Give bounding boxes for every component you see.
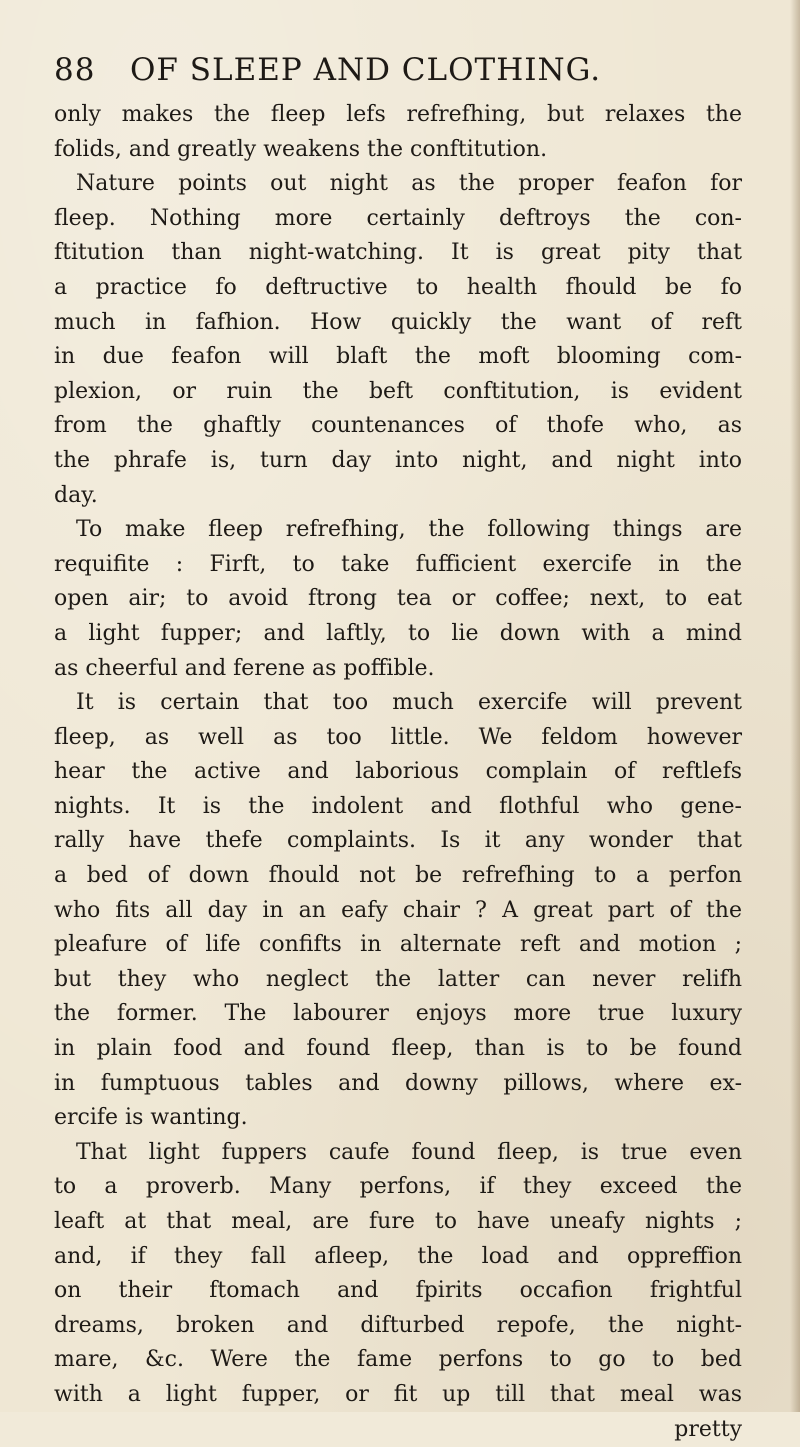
- text-line: fleep, as well as too little. We feldom however: [54, 724, 742, 750]
- text-line: Nature points out night as the proper feafon for: [76, 171, 742, 197]
- text-line: To make fleep refrefhing, the following things are: [76, 517, 742, 543]
- text-line: It is certain that too much exercife will prevent: [76, 690, 742, 716]
- catchword: pretty: [674, 1416, 742, 1442]
- text-line: in fumptuous tables and downy pillows, where ex-: [54, 1070, 742, 1096]
- text-line: on their ftomach and fpirits occafion frightful: [54, 1278, 742, 1304]
- text-line: leaft at that meal, are fure to have uneafy nights ;: [54, 1209, 742, 1234]
- text-line: who fits all day in an eafy chair ? A great part of the: [54, 897, 742, 923]
- text-line: ftitution than night-watching. It is great pity that: [54, 240, 742, 266]
- text-line: in due feafon will blaft the moft blooming com-: [54, 344, 742, 370]
- text-line: open air; to avoid ftrong tea or coffee; next, to eat: [54, 586, 742, 612]
- running-head: [54, 52, 740, 92]
- text-line: day.: [54, 482, 98, 508]
- text-line: and, if they fall afleep, the load and oppreffion: [54, 1243, 742, 1269]
- text-line: fleep. Nothing more certainly deftroys the con-: [54, 205, 742, 231]
- text-line: rally have thefe complaints. Is it any wonder that: [54, 828, 742, 854]
- running-title: OF SLEEP AND CLOTHING.: [130, 52, 602, 88]
- text-line: to a proverb. Many perfons, if they exceed the: [54, 1174, 742, 1200]
- page-edge-shadow: [790, 0, 800, 1412]
- text-line: a practice fo deftructive to health fhould be fo: [54, 274, 742, 300]
- text-body: [54, 98, 742, 1447]
- text-line: only makes the fleep lefs refrefhing, but relaxes the: [54, 102, 742, 127]
- text-line: plexion, or ruin the beft conftitution, is evident: [54, 378, 742, 404]
- text-line: folids, and greatly weakens the conftitution.: [54, 136, 548, 162]
- text-line: ercife is wanting.: [54, 1105, 248, 1131]
- text-line: the phrafe is, turn day into night, and night into: [54, 447, 742, 473]
- text-line: in plain food and found fleep, than is to be found: [54, 1036, 742, 1062]
- text-line: with a light fupper, or fit up till that meal was: [54, 1381, 742, 1407]
- text-line: as cheerful and ferene as poffible.: [54, 655, 435, 681]
- text-line: the former. The labourer enjoys more true luxury: [54, 1001, 742, 1027]
- text-line: dreams, broken and difturbed repofe, the night-: [54, 1312, 742, 1338]
- text-line: That light fuppers caufe found fleep, is true even: [76, 1139, 742, 1165]
- text-line: a light fupper; and laftly, to lie down with a mind: [54, 620, 742, 646]
- text-line: mare, &c. Were the fame perfons to go to bed: [54, 1347, 742, 1373]
- text-line: pleafure of life confifts in alternate reft and motion ;: [54, 932, 742, 958]
- text-line: but they who neglect the latter can never relifh: [54, 966, 742, 992]
- text-line: hear the active and laborious complain of reftlefs: [54, 759, 742, 785]
- text-line: requifite : Firft, to take fufficient exercife in the: [54, 551, 742, 577]
- text-line: nights. It is the indolent and flothful who gene-: [54, 793, 742, 819]
- text-line: from the ghaftly countenances of thofe who, as: [54, 413, 742, 439]
- page-number: 88: [54, 52, 96, 88]
- text-line: much in fafhion. How quickly the want of reft: [54, 309, 742, 335]
- text-line: a bed of down fhould not be refrefhing to a perfon: [54, 863, 742, 889]
